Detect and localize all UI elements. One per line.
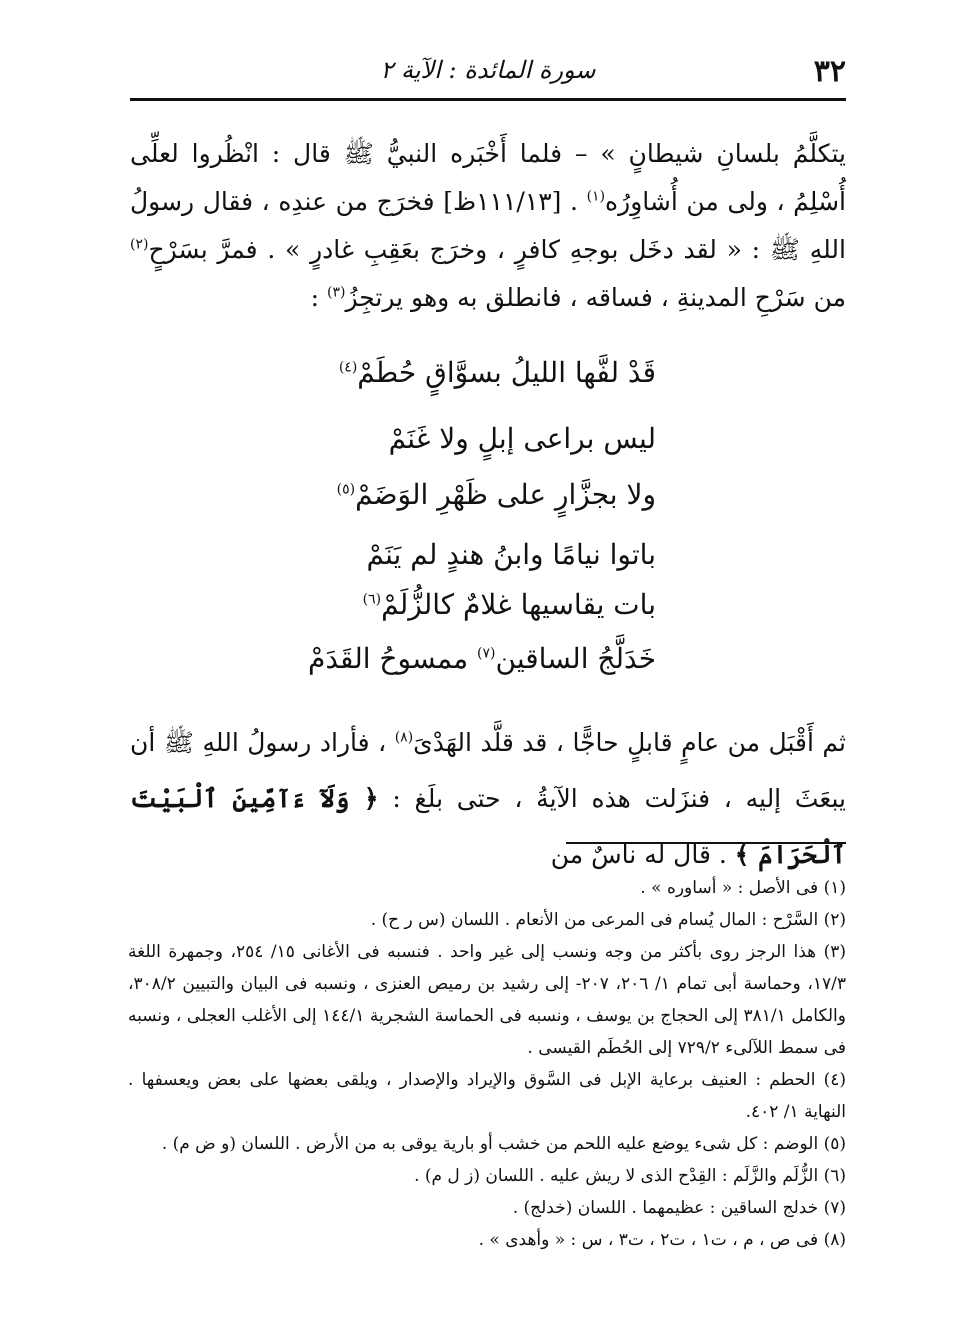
footnote: (٢) السَّرْح : المال يُسام فى المرعى من الأنعام . اللسان (س ر ح) . xyxy=(370,910,846,930)
verse-line xyxy=(300,356,656,389)
verse-text: ليس براعى إبلٍ ولا غَنَمْ xyxy=(388,422,656,455)
footnote: (٧) خدلج الساقين : عظيمهما . اللسان (خدلج) . xyxy=(512,1198,846,1218)
footnote: (٣) هذا الرجز روى بأكثر من وجه ونسب إلى غير واحد . فنسبه فى الأغانى ١٥/ ٢٥٤، وجمهرة اللغة ١٧/٣، وحماسة أبى تمام ١/ ٢٠٦، ٢٠٧- إلى رشيد بن رميص العنزى ، ونسبه فى البيان والتبيين ٣٠٨/٢، والكامل ٣٨١/١ إلى الحجاج بن يوسف ، ونسبه فى الحماسة الشجرية ١٤٤/١ إلى الأغلب العجلى ، ونسبه فى سمط اللآلىء ٧٢٩/٢ إلى الحُطَم القيسى . xyxy=(128,942,847,1058)
text-run: من سَرْحِ المدينةِ ، فساقه ، فانطلق به وهو يرتجِزُ xyxy=(345,283,846,312)
verse-line xyxy=(300,538,656,571)
footnote: (٤) الحطم : العنيف برعاية الإبل فى السَّوق والإيراد والإصدار ، ويلقى بعضها على بعض ويعسفها . النهاية ١/ ٤٠٢. xyxy=(128,1070,846,1122)
verse-line xyxy=(300,478,656,511)
text-run: ، فأراد رسولُ اللهِ ﷺ أن يبعَثَ إليه ، فنزَلت هذه الآيةُ ، حتى بلَغ : xyxy=(130,728,846,813)
footnote-ref: (٧) xyxy=(477,645,496,662)
main-text xyxy=(130,130,846,322)
verse-text: قَدْ لفَّها الليلُ بسوَّاقٍ حُطَمْ xyxy=(357,356,656,389)
footnote-ref: (٥) xyxy=(336,481,356,498)
page-header xyxy=(130,50,846,94)
footnote-ref: (٣) xyxy=(326,284,346,301)
footnote-ref: (٢) xyxy=(130,236,149,253)
verse-text: ولا بجزَّارٍ على ظَهْرِ الوَضَمْ xyxy=(355,478,656,511)
text-run: يتكلَّمُ بلسانِ شيطانٍ » – فلما أَخْبَره النبيُّ ﷺ قال : انْظُروا لعلِّى أُسْلِمُ ، ولى من أُشاوِرُه xyxy=(130,139,846,216)
footnote-ref: (٦) xyxy=(362,591,382,608)
footnote-rule xyxy=(566,842,846,844)
footnote-ref: (٨) xyxy=(394,729,414,746)
footnote-ref: (١) xyxy=(586,188,606,205)
footnote-ref: (٤) xyxy=(338,359,358,376)
main-paragraph xyxy=(130,130,846,322)
verse-text: بات يقاسيها غلامٌ كالزُّلَمْ xyxy=(381,588,656,621)
verse-line xyxy=(300,642,656,675)
footnote: (٦) الزُّلَم والزَّلَم : القِدْح الذى لا ريش عليه . اللسان (ز ل م) . xyxy=(414,1166,846,1186)
footnotes xyxy=(128,872,846,1256)
text-run: . قال له ناسٌ من xyxy=(550,840,727,869)
footnote: (٨) فى ص ، م ، ت١ ، ت٢ ، ت٣ ، س : « وأهدى » . xyxy=(478,1230,846,1250)
text-run: : xyxy=(310,283,320,312)
quran-quote: ﴿ وَلَآ ءَآمِّينَ ٱلْبَيْتَ ٱلْحَرَامَ ﴾ xyxy=(130,784,846,869)
text-run: ثم أَقْبَل من عامٍ قابلٍ حاجًّا ، قد قلَّد الهَدْىَ xyxy=(413,728,846,757)
header-rule xyxy=(130,98,846,101)
footnote: (١) فى الأصل : « أساوره » . xyxy=(640,878,846,898)
verse-line xyxy=(300,588,656,621)
text-run: . [١١١/١٣ظ] فخرَج من عندِه ، فقال رسولُ اللهِ ﷺ : « لقد دخَل بوجهِ كافرٍ ، وخرَج بعَقِبِ غادرٍ » . فمرَّ بسَرْحٍ xyxy=(130,187,846,264)
footnote: (٥) الوضم : كل شىء يوضع عليه اللحم من خشب أو بارية يوقى به من الأرض . اللسان (و ض م) . xyxy=(161,1134,846,1154)
page-number: ٣٢ xyxy=(813,54,846,89)
main-paragraph xyxy=(130,715,846,883)
running-head: سورة المائدة : الآية ٢ xyxy=(380,56,596,84)
verse-text: ممسوحُ القَدَمْ xyxy=(308,642,469,675)
verse-text: باتوا نيامًا وابنُ هندٍ لم يَنَمْ xyxy=(366,538,656,571)
verse-line xyxy=(300,422,656,455)
verse-text: خَدَلَّجُ الساقين xyxy=(495,642,656,675)
